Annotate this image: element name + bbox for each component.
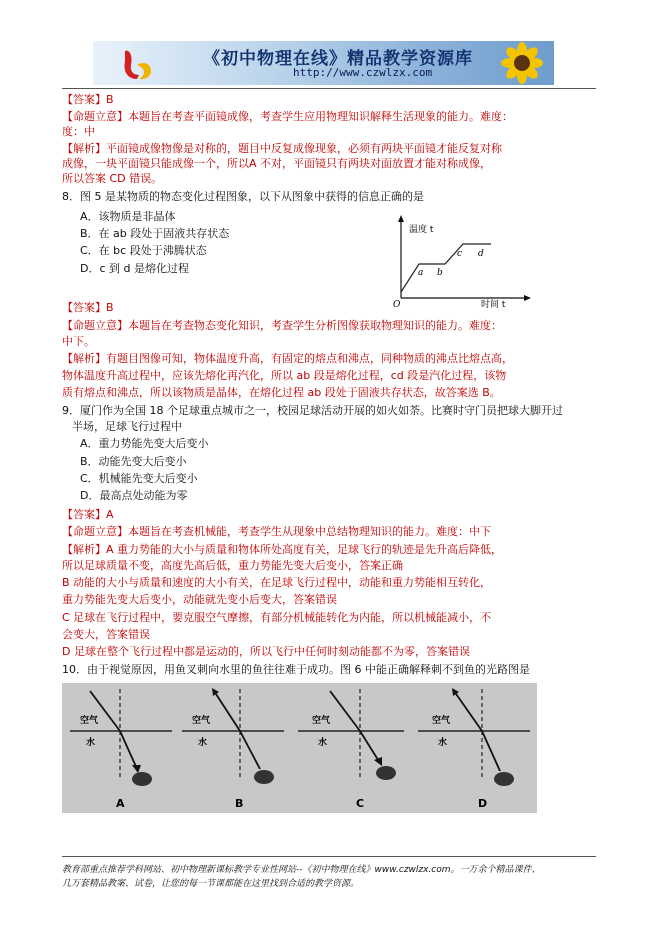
panel-d-water-label: 水 xyxy=(438,738,448,748)
q10-stem: 10．由于视觉原因，用鱼叉刺向水里的鱼往往难于成功。图 6 中能正确解释刺不到鱼的光路图是 xyxy=(62,663,530,676)
graph-point-c: c xyxy=(457,249,463,259)
graph-point-d: d xyxy=(478,249,484,259)
q9-intent: 【命题立意】本题旨在考查机械能，考查学生从现象中总结物理知识的能力。难度：中下 xyxy=(62,525,491,538)
q8-option-c: C．在 bc 段处于沸腾状态 xyxy=(80,244,207,257)
footer-divider xyxy=(62,856,596,857)
panel-d-air-label: 空气 xyxy=(432,716,451,726)
panel-a-label: A xyxy=(116,797,125,810)
figure-background xyxy=(62,683,537,813)
header-banner xyxy=(93,41,554,85)
q8-temperature-graph xyxy=(385,212,535,308)
panel-a-water-label: 水 xyxy=(86,738,96,748)
panel-a-air-label: 空气 xyxy=(80,716,99,726)
q7-answer: 【答案】B xyxy=(62,93,114,106)
header-divider xyxy=(62,88,596,89)
q8-answer: 【答案】B xyxy=(62,301,114,314)
q9-analysis-line-6: 会变大，答案错误 xyxy=(62,628,150,641)
q9-analysis-line-4: 重力势能先变大后变小，动能就先变小后变大，答案错误 xyxy=(62,593,337,606)
q8-option-b: B．在 ab 段处于固液共存状态 xyxy=(80,227,230,240)
q9-analysis-line-1: 【解析】A 重力势能的大小与质量和物体所处高度有关，足球飞行的轨迹是先升高后降低， xyxy=(62,543,503,556)
q8-stem: 8．图 5 是某物质的物态变化过程图象，以下从图象中获得的信息正确的是 xyxy=(62,190,424,203)
q7-intent-line-2: 度：中 xyxy=(62,125,95,138)
q9-analysis-line-5: C 足球在飞行过程中，要克服空气摩擦，有部分机械能转化为内能，所以机械能减小，不 xyxy=(62,611,492,624)
banner-title: 《初中物理在线》精品教学资源库 xyxy=(203,49,473,69)
panel-b-label: B xyxy=(235,797,244,810)
sunflower-icon xyxy=(496,41,548,85)
q9-answer: 【答案】A xyxy=(62,508,114,521)
footer-line-1: 教育部重点推荐学科网站、初中物理新课标教学专业性网站--《初中物理在线》www.czwlzx.com。一万余个精品课件、 xyxy=(62,865,541,875)
panel-c-air-label: 空气 xyxy=(312,716,331,726)
q7-intent-line-1: 【命题立意】本题旨在考查平面镜成像，考查学生应用物理知识解释生活现象的能力。难度： xyxy=(62,110,513,123)
q9-stem-line-1: 9．厦门作为全国 18 个足球重点城市之一，校园足球活动开展的如火如荼。比赛时守门员把球大脚开过 xyxy=(62,404,563,417)
site-logo-icon xyxy=(121,47,155,81)
q9-option-b: B．动能先变大后变小 xyxy=(80,455,187,468)
panel-b-air-label: 空气 xyxy=(192,716,211,726)
graph-point-a: a xyxy=(418,268,424,278)
q8-option-d: D．c 到 d 是熔化过程 xyxy=(80,262,189,275)
q8-intent-line-2: 中下。 xyxy=(62,335,95,348)
q9-analysis-line-7: D 足球在整个飞行过程中都是运动的，所以飞行中任何时刻动能都不为零，答案错误 xyxy=(62,645,470,658)
graph-x-label: 时间 t xyxy=(481,300,506,308)
q8-analysis-line-3: 质有熔点和沸点，所以该物质是晶体，在熔化过程 ab 段处于固液共存状态，故答案选 B。 xyxy=(62,386,501,399)
q7-analysis-line-1: 【解析】平面镜成像物像是对称的，题目中反复成像现象，必须有两块平面镜才能反复对称 xyxy=(62,142,502,155)
graph-y-label: 温度 t xyxy=(409,225,434,235)
q10-light-path-figure xyxy=(62,683,537,813)
q8-analysis-line-2: 物体温度升高过程中，应该先熔化再汽化，所以 ab 段是熔化过程，cd 段是汽化过程，该物 xyxy=(62,369,507,382)
q9-option-c: C．机械能先变大后变小 xyxy=(80,472,198,485)
q9-analysis-line-3: B 动能的大小与质量和速度的大小有关，在足球飞行过程中，动能和重力势能相互转化， xyxy=(62,576,492,589)
banner-url: http://www.czwlzx.com xyxy=(293,66,433,79)
panel-b-water-label: 水 xyxy=(198,738,208,748)
panel-c-label: C xyxy=(356,797,365,810)
graph-x-arrow xyxy=(524,295,531,301)
q9-stem-line-2: 半场，足球飞行过程中 xyxy=(72,420,182,433)
q8-intent-line-1: 【命题立意】本题旨在考查物态变化知识，考查学生分析图像获取物理知识的能力。难度： xyxy=(62,319,502,332)
graph-y-arrow xyxy=(398,215,404,222)
footer-line-2: 几万套精品教案、试卷，让您的每一节课都能在这里找到合适的教学资源。 xyxy=(62,879,360,889)
panel-c-water-label: 水 xyxy=(318,738,328,748)
q7-analysis-line-3: 所以答案 CD 错误。 xyxy=(62,172,163,185)
q7-analysis-line-2: 成像，一块平面镜只能成像一个，所以A 不对，平面镜只有两块对面放置才能对称成像， xyxy=(62,157,492,170)
q9-analysis-line-2: 所以足球质量不变，高度先高后低，重力势能先变大后变小，答案正确 xyxy=(62,559,403,572)
graph-point-b: b xyxy=(437,268,443,278)
q9-option-d: D．最高点处动能为零 xyxy=(80,489,188,502)
panel-d-label: D xyxy=(478,797,488,810)
q8-option-a: A．该物质是非晶体 xyxy=(80,210,176,223)
q8-analysis-line-1: 【解析】有题目图像可知，物体温度升高，有固定的熔点和沸点，同种物质的沸点比熔点高， xyxy=(62,352,513,365)
graph-origin: O xyxy=(393,300,401,308)
q9-option-a: A．重力势能先变大后变小 xyxy=(80,437,209,450)
